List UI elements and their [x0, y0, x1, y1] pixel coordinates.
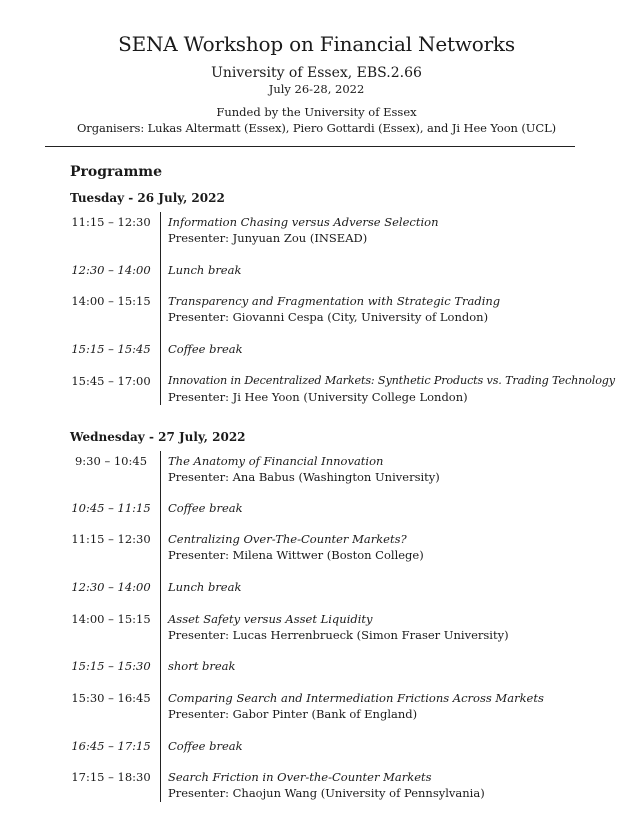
session-presenter: Presenter: Gabor Pinter (Bank of England)	[168, 707, 418, 721]
session-time: 9:30 – 10:45	[74, 454, 148, 468]
schedule-divider	[160, 212, 161, 405]
session-presenter: Presenter: Ana Babus (Washington University)	[168, 470, 440, 484]
break-label: Coffee break	[168, 342, 243, 356]
day-heading: Tuesday - 26 July, 2022	[70, 191, 225, 205]
session-time: 17:15 – 18:30	[71, 770, 151, 784]
break-label: Lunch break	[168, 580, 242, 594]
break-time: 15:15 – 15:30	[71, 659, 151, 673]
session-time: 14:00 – 15:15	[71, 612, 151, 626]
funding-note: Funded by the University of Essex	[216, 105, 417, 119]
session-title: Innovation in Decentralized Markets: Synthetic Products vs. Trading Technology	[168, 374, 615, 387]
break-label: short break	[168, 659, 236, 673]
session-title: The Anatomy of Financial Innovation	[168, 454, 384, 468]
session-title: Comparing Search and Intermediation Frictions Across Markets	[168, 691, 544, 705]
session-presenter: Presenter: Giovanni Cespa (City, University of London)	[168, 310, 489, 324]
workshop-dates: July 26-28, 2022	[268, 82, 365, 96]
break-time: 10:45 – 11:15	[71, 501, 151, 515]
session-title: Centralizing Over-The-Counter Markets?	[168, 532, 407, 546]
session-time: 14:00 – 15:15	[71, 294, 151, 308]
break-time: 16:45 – 17:15	[71, 739, 151, 753]
session-time: 11:15 – 12:30	[71, 215, 151, 229]
break-label: Lunch break	[168, 263, 242, 277]
session-time: 15:30 – 16:45	[71, 691, 151, 705]
session-presenter: Presenter: Lucas Herrenbrueck (Simon Fraser University)	[168, 628, 509, 642]
day-heading: Wednesday - 27 July, 2022	[70, 430, 246, 444]
session-presenter: Presenter: Ji Hee Yoon (University College London)	[168, 390, 468, 404]
break-label: Coffee break	[168, 739, 243, 753]
venue: University of Essex, EBS.2.66	[211, 65, 422, 81]
workshop-title: SENA Workshop on Financial Networks	[118, 32, 515, 56]
break-label: Coffee break	[168, 501, 243, 515]
session-time: 11:15 – 12:30	[71, 532, 151, 546]
session-presenter: Presenter: Milena Wittwer (Boston College)	[168, 548, 424, 562]
break-time: 12:30 – 14:00	[71, 580, 151, 594]
break-time: 12:30 – 14:00	[71, 263, 151, 277]
break-time: 15:15 – 15:45	[71, 342, 151, 356]
session-presenter: Presenter: Junyuan Zou (INSEAD)	[168, 231, 368, 245]
header-divider	[45, 146, 575, 147]
session-time: 15:45 – 17:00	[71, 374, 151, 388]
programme-heading: Programme	[70, 164, 163, 180]
session-title: Asset Safety versus Asset Liquidity	[168, 612, 373, 626]
session-title: Search Friction in Over-the-Counter Markets	[168, 770, 432, 784]
session-title: Transparency and Fragmentation with Strategic Trading	[168, 294, 501, 308]
session-title: Information Chasing versus Adverse Selection	[168, 215, 439, 229]
session-presenter: Presenter: Chaojun Wang (University of Pennsylvania)	[168, 786, 485, 800]
schedule-divider	[160, 451, 161, 802]
organisers: Organisers: Lukas Altermatt (Essex), Piero Gottardi (Essex), and Ji Hee Yoon (UCL)	[76, 121, 557, 135]
